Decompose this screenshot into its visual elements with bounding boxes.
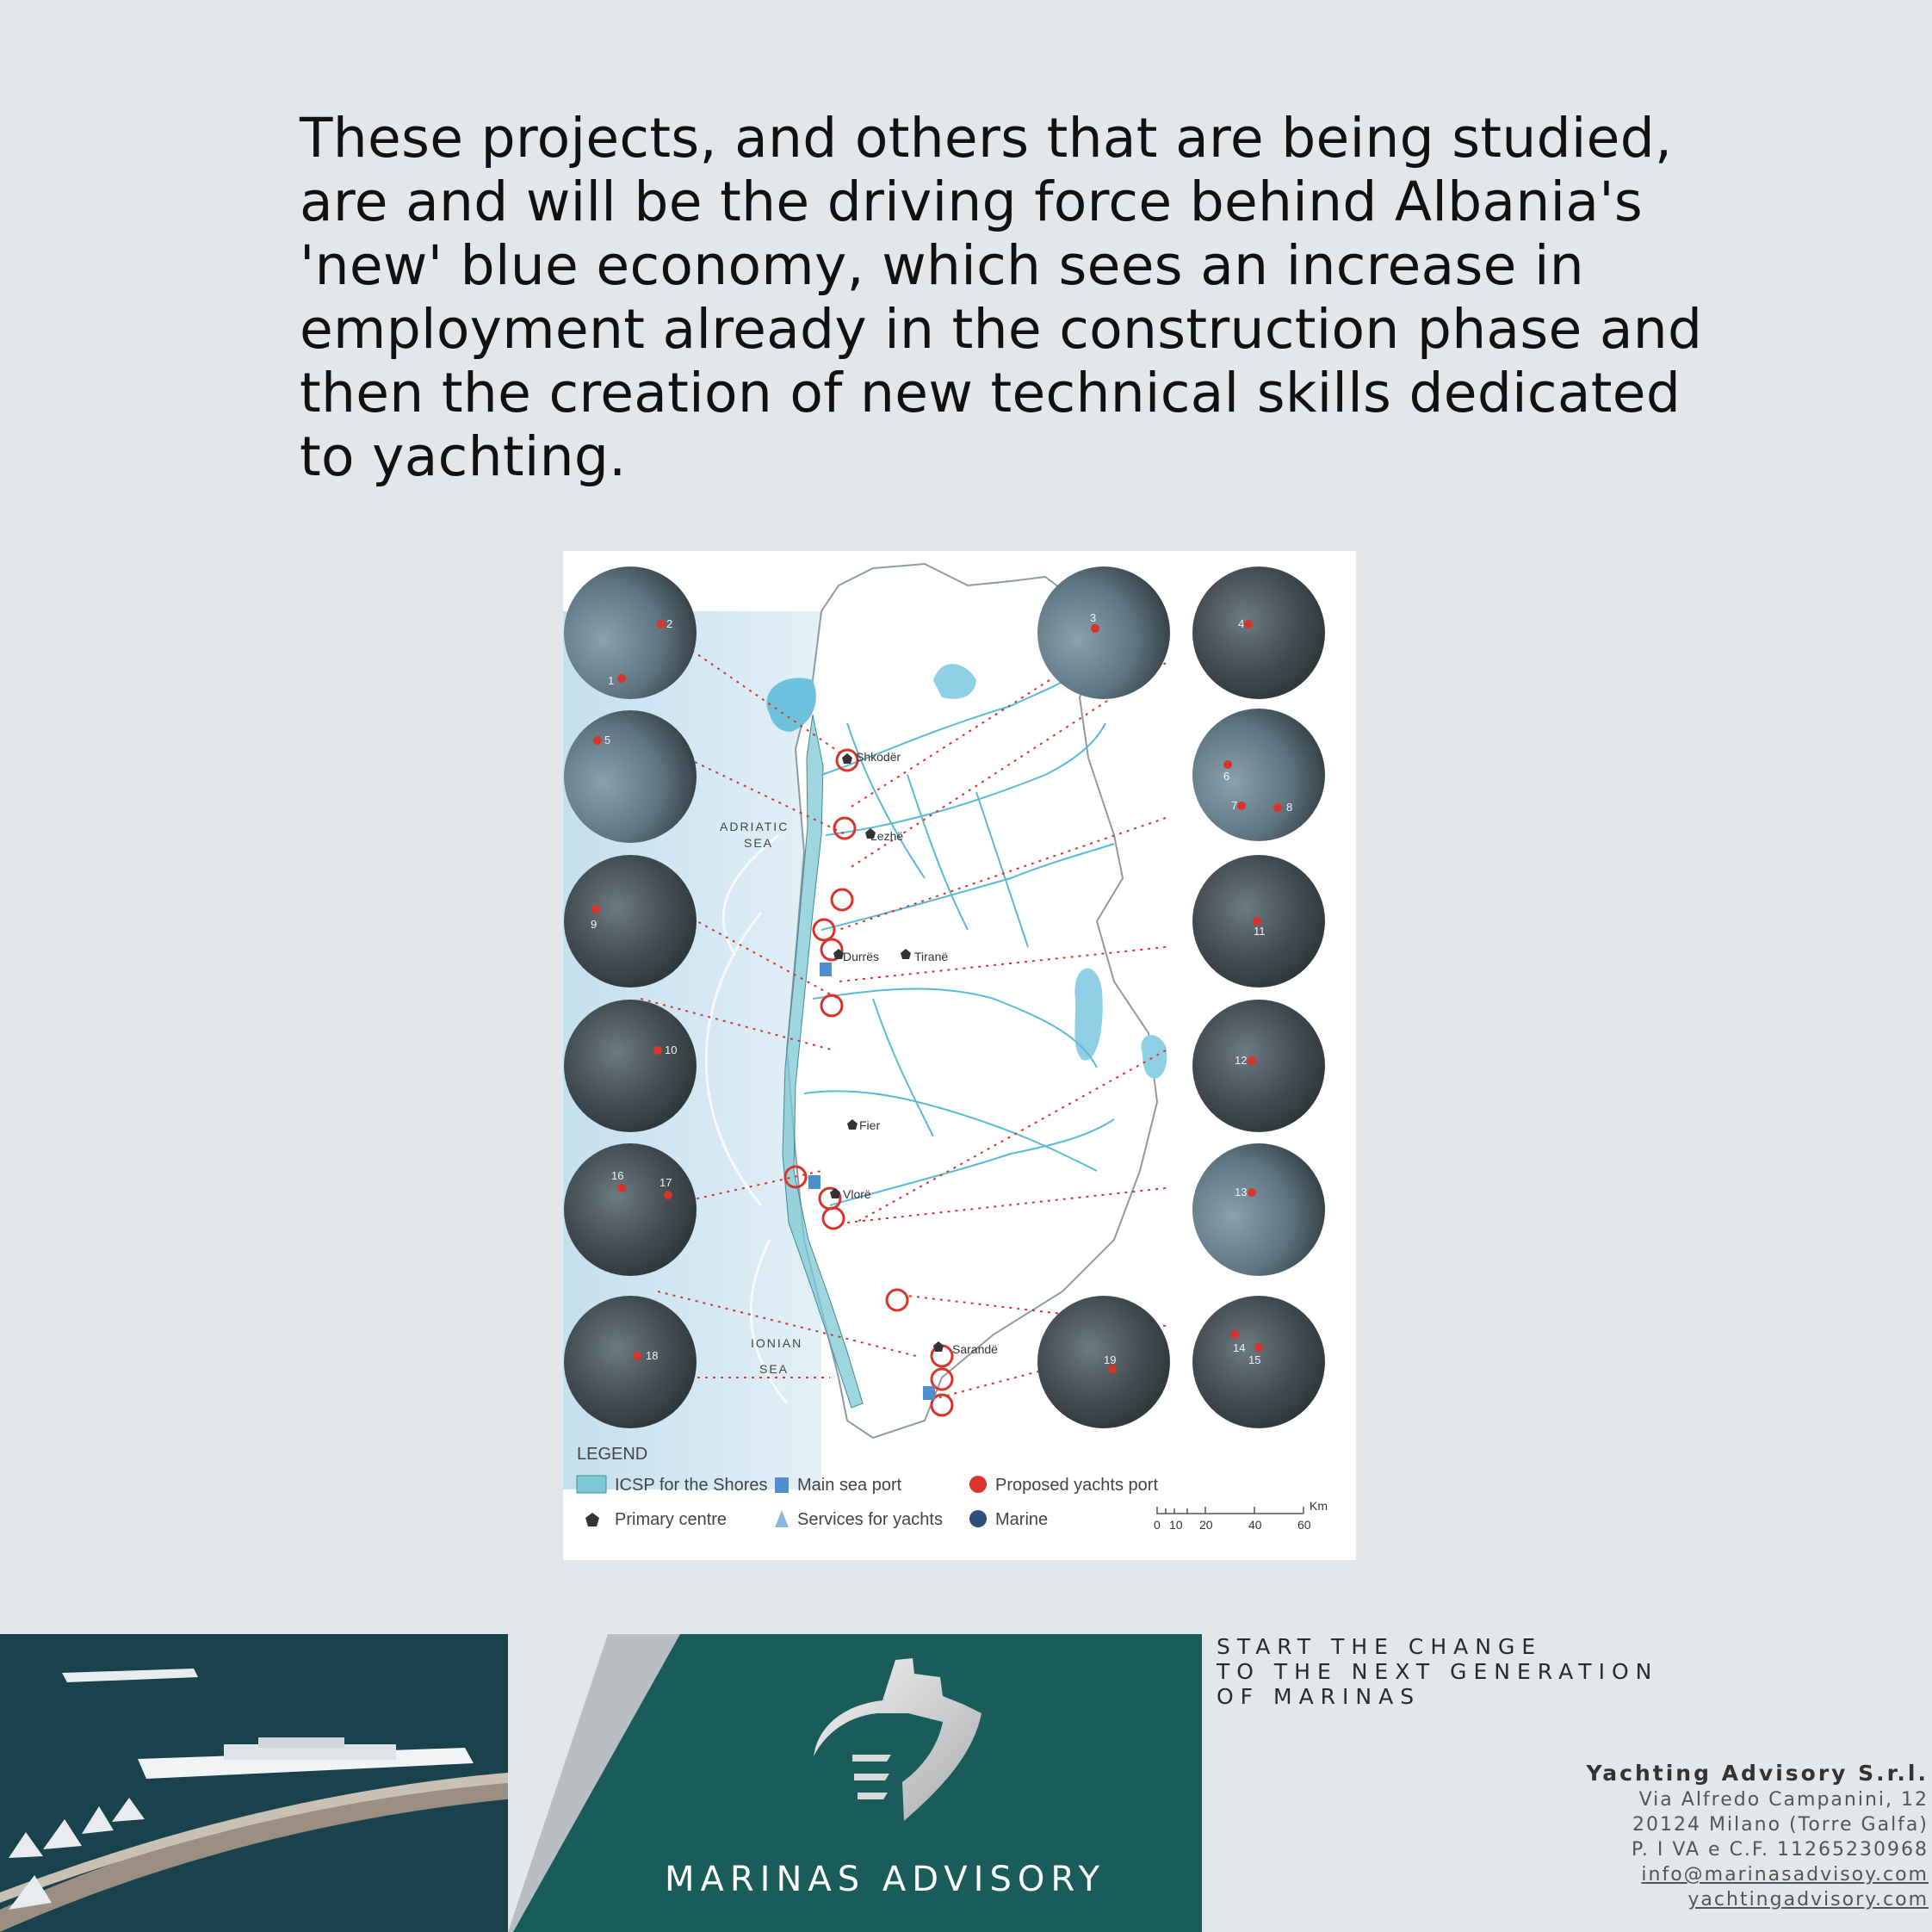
legend-marine: Marine	[995, 1510, 1049, 1529]
marinas-advisory-logo	[801, 1653, 999, 1825]
scale-tick: 0	[1154, 1518, 1161, 1532]
company-address-1: Via Alfredo Campanini, 12	[1638, 1789, 1929, 1811]
company-info	[1586, 1761, 1929, 1912]
intro-line: to yachting.	[300, 425, 627, 488]
proposed-port-icon	[969, 1476, 987, 1493]
sea-label-adriatic: ADRIATIC	[720, 820, 790, 833]
circle-number: 17	[659, 1176, 672, 1189]
intro-line: These projects, and others that are being studied,	[300, 107, 1673, 170]
scale-tick: 20	[1199, 1518, 1213, 1532]
legend-title: LEGEND	[577, 1445, 648, 1464]
legend-icsp: ICSP for the Shores	[615, 1476, 768, 1495]
sailboat-icon	[775, 1510, 789, 1527]
brand-name: MARINAS ADVISORY	[664, 1860, 1106, 1899]
circle-number: 6	[1223, 770, 1230, 783]
intro-line: employment already in the construction phase and	[300, 298, 1703, 361]
intro-line: then the creation of new technical skills dedicated	[300, 362, 1681, 424]
intro-line: 'new' blue economy, which sees an increase in	[300, 234, 1584, 297]
city-label-fier: Fier	[859, 1118, 881, 1132]
company-name: Yachting Advisory S.r.l.	[1586, 1761, 1929, 1786]
circle-number: 3	[1090, 611, 1097, 624]
sea-label-adriatic-sea: SEA	[744, 836, 774, 850]
scale-bar	[1157, 1507, 1303, 1514]
primary-centre-icon	[585, 1513, 599, 1526]
city-label-sarande: Sarandë	[952, 1342, 998, 1356]
anchor-icon	[969, 1510, 987, 1527]
scale-tick: 40	[1248, 1518, 1262, 1532]
city-label-vlore: Vlorë	[843, 1187, 871, 1201]
circle-number: 18	[646, 1349, 659, 1362]
website-link[interactable]: yachtingadvisory.com	[1687, 1889, 1929, 1910]
circle-number: 2	[666, 617, 673, 630]
main-port-icon	[775, 1477, 789, 1493]
city-label-durres: Durrës	[843, 950, 880, 963]
company-address-2: 20124 Milano (Torre Galfa)	[1632, 1814, 1929, 1836]
circle-number: 10	[665, 1043, 678, 1056]
circle-number: 9	[591, 918, 598, 931]
circle-number: 11	[1254, 925, 1266, 938]
circle-number: 16	[611, 1169, 624, 1182]
scale-tick: 10	[1169, 1518, 1183, 1532]
circle-number: 5	[604, 734, 611, 746]
legend-services: Services for yachts	[797, 1510, 943, 1529]
albania-coast-map	[563, 551, 1356, 1560]
circle-number: 12	[1235, 1054, 1248, 1067]
circle-number: 1	[608, 674, 615, 687]
circle-number: 15	[1248, 1353, 1261, 1366]
intro-paragraph	[300, 107, 1703, 489]
tagline-line: TO THE NEXT GENERATION	[1217, 1659, 1659, 1684]
circle-number: 14	[1233, 1341, 1246, 1354]
sea-label-ionian: IONIAN	[751, 1336, 803, 1350]
city-label-tirane: Tiranë	[914, 950, 949, 963]
circle-number: 13	[1235, 1186, 1248, 1198]
email-link[interactable]: info@marinasadvisoy.com	[1641, 1864, 1929, 1886]
scale-unit: Km	[1310, 1499, 1328, 1513]
city-label-lezhe: Lezhë	[870, 829, 904, 843]
scale-tick: 60	[1297, 1518, 1311, 1532]
tagline-line: START THE CHANGE	[1217, 1634, 1543, 1659]
circle-number: 19	[1104, 1353, 1117, 1366]
legend-primary: Primary centre	[615, 1510, 728, 1529]
tagline-line: OF MARINAS	[1217, 1684, 1421, 1709]
map-graphic	[563, 551, 1356, 1560]
sea-label-ionian-sea: SEA	[759, 1362, 790, 1376]
circle-number: 4	[1238, 617, 1245, 630]
legend-main-port: Main sea port	[797, 1476, 902, 1495]
circle-number: 8	[1286, 801, 1293, 814]
legend-proposed: Proposed yachts port	[995, 1476, 1158, 1495]
circle-number: 7	[1231, 799, 1238, 812]
intro-line: are and will be the driving force behind Albania's	[300, 170, 1644, 233]
city-label-shkoder: Shkodër	[856, 750, 901, 764]
tagline	[1217, 1634, 1658, 1709]
company-vat: P. I VA e C.F. 11265230968	[1632, 1839, 1929, 1861]
